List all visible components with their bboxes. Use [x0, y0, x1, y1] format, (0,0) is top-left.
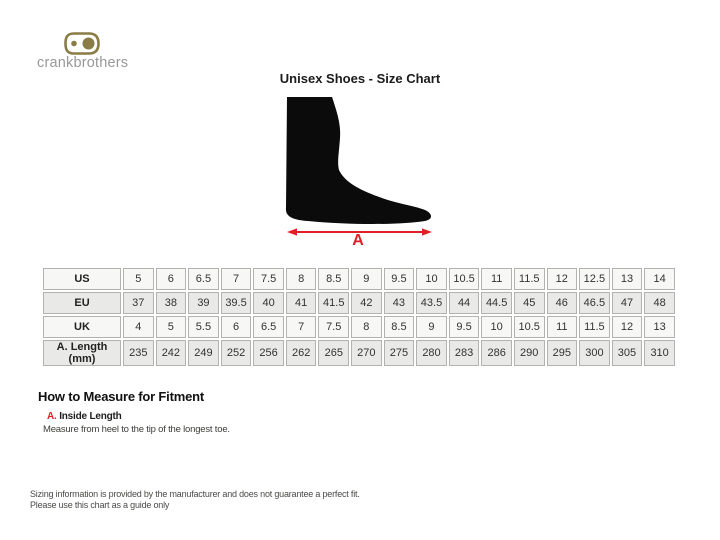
size-row-header: US	[43, 268, 121, 290]
size-cell: 44.5	[481, 292, 512, 314]
size-cell: 8.5	[384, 316, 415, 338]
arrow-right-head	[422, 228, 432, 235]
size-cell: 4	[123, 316, 154, 338]
size-cell: 47	[612, 292, 643, 314]
size-cell: 283	[449, 340, 480, 366]
size-cell: 295	[547, 340, 578, 366]
measurement-a-label: A	[352, 232, 364, 249]
logo-large-dot	[83, 38, 95, 50]
size-cell: 9	[351, 268, 382, 290]
size-cell: 6.5	[253, 316, 284, 338]
size-cell: 11	[481, 268, 512, 290]
size-row-header: EU	[43, 292, 121, 314]
footer-disclaimer	[30, 489, 360, 511]
size-cell: 43	[384, 292, 415, 314]
size-cell: 286	[481, 340, 512, 366]
size-cell: 46	[547, 292, 578, 314]
size-cell: 300	[579, 340, 610, 366]
size-cell: 275	[384, 340, 415, 366]
size-table-row	[43, 268, 675, 290]
size-cell: 11.5	[514, 268, 545, 290]
size-cell: 280	[416, 340, 447, 366]
foot-diagram	[278, 90, 443, 240]
measure-item-title: Inside Length	[56, 411, 122, 422]
size-cell: 265	[318, 340, 349, 366]
size-cell: 5.5	[188, 316, 219, 338]
size-cell: 5	[156, 316, 187, 338]
size-cell: 13	[612, 268, 643, 290]
size-cell: 252	[221, 340, 252, 366]
size-table-row	[43, 316, 675, 338]
size-cell: 10	[481, 316, 512, 338]
size-cell: 256	[253, 340, 284, 366]
size-cell: 10	[416, 268, 447, 290]
measure-heading: How to Measure for Fitment	[38, 389, 204, 404]
size-cell: 41	[286, 292, 317, 314]
size-cell: 7.5	[318, 316, 349, 338]
size-cell: 39	[188, 292, 219, 314]
size-cell: 8	[286, 268, 317, 290]
foot-silhouette-shape	[286, 97, 431, 224]
size-cell: 9	[416, 316, 447, 338]
footer-disclaimer-line1: Sizing information is provided by the manufacturer and does not guarantee a perfect fit.	[30, 489, 360, 499]
size-cell: 9.5	[449, 316, 480, 338]
size-cell: 310	[644, 340, 675, 366]
crankbrothers-logo-icon	[62, 31, 102, 56]
size-cell: 46.5	[579, 292, 610, 314]
size-cell: 7	[221, 268, 252, 290]
size-cell: 235	[123, 340, 154, 366]
size-cell: 11.5	[579, 316, 610, 338]
size-cell: 12	[612, 316, 643, 338]
size-cell: 8	[351, 316, 382, 338]
size-table	[41, 266, 677, 368]
size-cell: 7	[286, 316, 317, 338]
arrow-left-head	[287, 228, 297, 235]
measure-item-description: Measure from heel to the tip of the longest toe.	[43, 424, 230, 435]
size-cell: 40	[253, 292, 284, 314]
size-cell: 42	[351, 292, 382, 314]
size-cell: 14	[644, 268, 675, 290]
size-cell: 305	[612, 340, 643, 366]
size-cell: 8.5	[318, 268, 349, 290]
size-row-header: UK	[43, 316, 121, 338]
size-cell: 290	[514, 340, 545, 366]
size-cell: 6	[156, 268, 187, 290]
size-cell: 43.5	[416, 292, 447, 314]
size-cell: 39.5	[221, 292, 252, 314]
size-cell: 5	[123, 268, 154, 290]
size-cell: 37	[123, 292, 154, 314]
size-cell: 10.5	[449, 268, 480, 290]
size-cell: 6.5	[188, 268, 219, 290]
size-row-header: A. Length (mm)	[43, 340, 121, 366]
logo-small-dot	[71, 41, 77, 47]
size-cell: 13	[644, 316, 675, 338]
size-table-row	[43, 292, 675, 314]
footer-disclaimer-line2: Please use this chart as a guide only	[30, 500, 170, 510]
size-cell: 6	[221, 316, 252, 338]
size-cell: 41.5	[318, 292, 349, 314]
size-cell: 45	[514, 292, 545, 314]
size-table-row	[43, 340, 675, 366]
size-cell: 10.5	[514, 316, 545, 338]
size-cell: 7.5	[253, 268, 284, 290]
measure-item	[47, 411, 122, 422]
brand-name: crankbrothers	[37, 55, 129, 71]
size-cell: 11	[547, 316, 578, 338]
measure-item-marker: A.	[47, 411, 57, 422]
size-table-body	[43, 268, 675, 366]
size-cell: 249	[188, 340, 219, 366]
size-cell: 270	[351, 340, 382, 366]
size-cell: 44	[449, 292, 480, 314]
page-title: Unisex Shoes - Size Chart	[279, 71, 441, 86]
size-cell: 12	[547, 268, 578, 290]
size-cell: 38	[156, 292, 187, 314]
size-cell: 262	[286, 340, 317, 366]
size-cell: 9.5	[384, 268, 415, 290]
size-cell: 48	[644, 292, 675, 314]
size-cell: 12.5	[579, 268, 610, 290]
size-cell: 242	[156, 340, 187, 366]
